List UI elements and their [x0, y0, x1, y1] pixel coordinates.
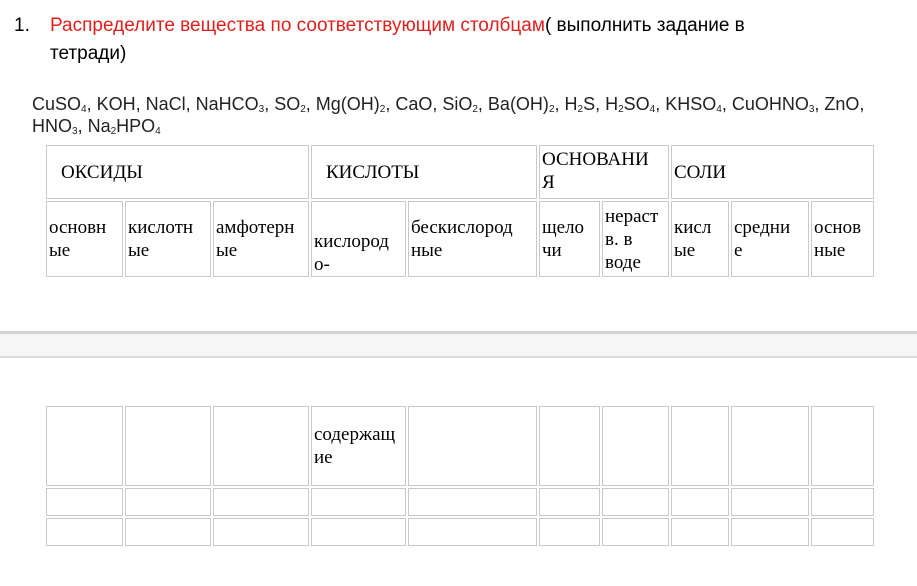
answer-cell[interactable] — [408, 406, 537, 486]
formula-subscript: 3 — [258, 104, 265, 115]
col-basic-salts — [811, 201, 874, 277]
label-line: основ — [814, 217, 862, 238]
formula-text: , H — [554, 94, 578, 114]
page-break-divider — [0, 331, 917, 358]
formula-subscript: 2 — [548, 104, 555, 115]
answer-cell[interactable] — [539, 518, 600, 546]
formula-text: CuSO — [32, 94, 82, 114]
label-line: кислород — [314, 231, 389, 252]
answer-cell[interactable] — [602, 488, 669, 516]
formula-text: , Na — [77, 116, 111, 136]
formula-subscript: 2 — [110, 126, 117, 137]
label-line: в. в — [605, 228, 633, 250]
answer-cell[interactable] — [671, 406, 729, 486]
label-line: амфотерн — [216, 217, 295, 238]
col-acidic-oxides — [125, 201, 211, 277]
formula-subscript: 2 — [577, 104, 584, 115]
answer-cell[interactable] — [46, 518, 123, 546]
label-line: о- — [314, 254, 330, 275]
formula-subscript: 3 — [808, 104, 815, 115]
label-line: нераст — [605, 205, 659, 227]
formula-text: , CaO, SiO — [385, 94, 473, 114]
formula-subscript: 4 — [155, 126, 161, 137]
label-line: содержащ — [314, 424, 396, 445]
formula-subscript: 2 — [300, 104, 306, 115]
answer-cell[interactable] — [731, 488, 809, 516]
answer-cell[interactable] — [408, 488, 537, 516]
label-line: щело — [542, 217, 585, 238]
formula-text: , SO — [264, 94, 301, 114]
answer-cell[interactable] — [602, 518, 669, 546]
answer-cell[interactable] — [46, 488, 123, 516]
answer-cell[interactable] — [811, 406, 874, 486]
answer-cell[interactable] — [311, 488, 406, 516]
label-line: чи — [542, 240, 562, 261]
col-basic-oxides — [46, 201, 123, 277]
formula-text: SO — [623, 94, 650, 114]
col-acid-salts — [671, 201, 729, 277]
label-line: средни — [734, 217, 791, 238]
formula-text: , ZnO, HNO — [32, 94, 865, 136]
answer-cell[interactable] — [671, 488, 729, 516]
formula-subscript: 2 — [472, 104, 478, 115]
answer-cell[interactable] — [539, 488, 600, 516]
answer-cell[interactable] — [125, 518, 211, 546]
answer-cell[interactable] — [311, 518, 406, 546]
formula-subscript: 4 — [716, 104, 722, 115]
answer-cell[interactable] — [539, 406, 600, 486]
formula-text: , Ba(OH) — [477, 94, 549, 114]
answer-cell[interactable] — [811, 488, 874, 516]
label-line: ные — [411, 240, 443, 261]
formula-subscript: 4 — [81, 104, 87, 115]
header-acids: КИСЛОТЫ — [311, 145, 537, 199]
formula-text: S, H — [583, 94, 619, 114]
formula-text: , KOH, NaCl, NaHCO — [86, 94, 259, 114]
label-line: основн — [49, 217, 107, 238]
label-line: ые — [216, 240, 238, 261]
answer-cell[interactable] — [408, 518, 537, 546]
task-block — [14, 12, 894, 68]
col-normal-salts — [731, 201, 809, 277]
label-line: воде — [605, 251, 641, 273]
col-oxygen-acids — [311, 201, 406, 277]
answer-cell[interactable] — [46, 406, 123, 486]
label-line: кисл — [674, 217, 712, 238]
label-line: ые — [128, 240, 150, 261]
answer-cell-oxygen-acids[interactable] — [311, 406, 406, 486]
label-line: кислотн — [128, 217, 194, 238]
col-amphoteric-oxides — [213, 201, 309, 277]
formula-text: , CuOHNO — [721, 94, 809, 114]
col-insoluble-bases — [602, 201, 669, 277]
task-instruction-black: ( выполнить задание в — [544, 15, 745, 36]
formula-subscript: 4 — [649, 104, 656, 115]
header-bases-line-2: Я — [542, 172, 555, 193]
answer-cell[interactable] — [731, 518, 809, 546]
task-number: 1. — [14, 15, 30, 36]
answer-cell[interactable] — [213, 406, 309, 486]
answer-cell[interactable] — [213, 518, 309, 546]
answer-cell[interactable] — [671, 518, 729, 546]
label-line: ные — [814, 240, 846, 261]
formula-text: , KHSO — [655, 94, 717, 114]
formula-subscript: 2 — [618, 104, 624, 115]
answer-cell[interactable] — [213, 488, 309, 516]
task-line-2: тетради) — [50, 43, 127, 64]
col-oxygen-free-acids — [408, 201, 537, 277]
label-line: е — [734, 240, 743, 261]
header-bases-line-1: ОСНОВАНИ — [542, 149, 649, 170]
label-line: бескислород — [411, 217, 513, 238]
answer-cell[interactable] — [125, 488, 211, 516]
header-oxides: ОКСИДЫ — [46, 145, 309, 199]
label-line: ые — [49, 240, 71, 261]
answer-cell[interactable] — [811, 518, 874, 546]
answer-cell[interactable] — [125, 406, 211, 486]
formula-subscript: 2 — [379, 104, 386, 115]
formula-subscript: 3 — [72, 126, 78, 137]
formula-text: HPO — [116, 116, 156, 136]
classification-table-header — [44, 143, 876, 279]
label-line: ие — [314, 447, 333, 468]
formula-text: , Mg(OH) — [305, 94, 380, 114]
task-line-1 — [14, 12, 894, 40]
label-line: ые — [674, 240, 696, 261]
task-instruction-red: Распределите вещества по соответствующим столбцам — [50, 15, 545, 36]
header-salts: СОЛИ — [671, 145, 874, 199]
classification-table-body — [44, 404, 876, 548]
header-bases — [539, 145, 669, 199]
answer-cell[interactable] — [602, 406, 669, 486]
substances-list — [32, 93, 892, 137]
col-alkalis — [539, 201, 600, 277]
answer-cell[interactable] — [731, 406, 809, 486]
